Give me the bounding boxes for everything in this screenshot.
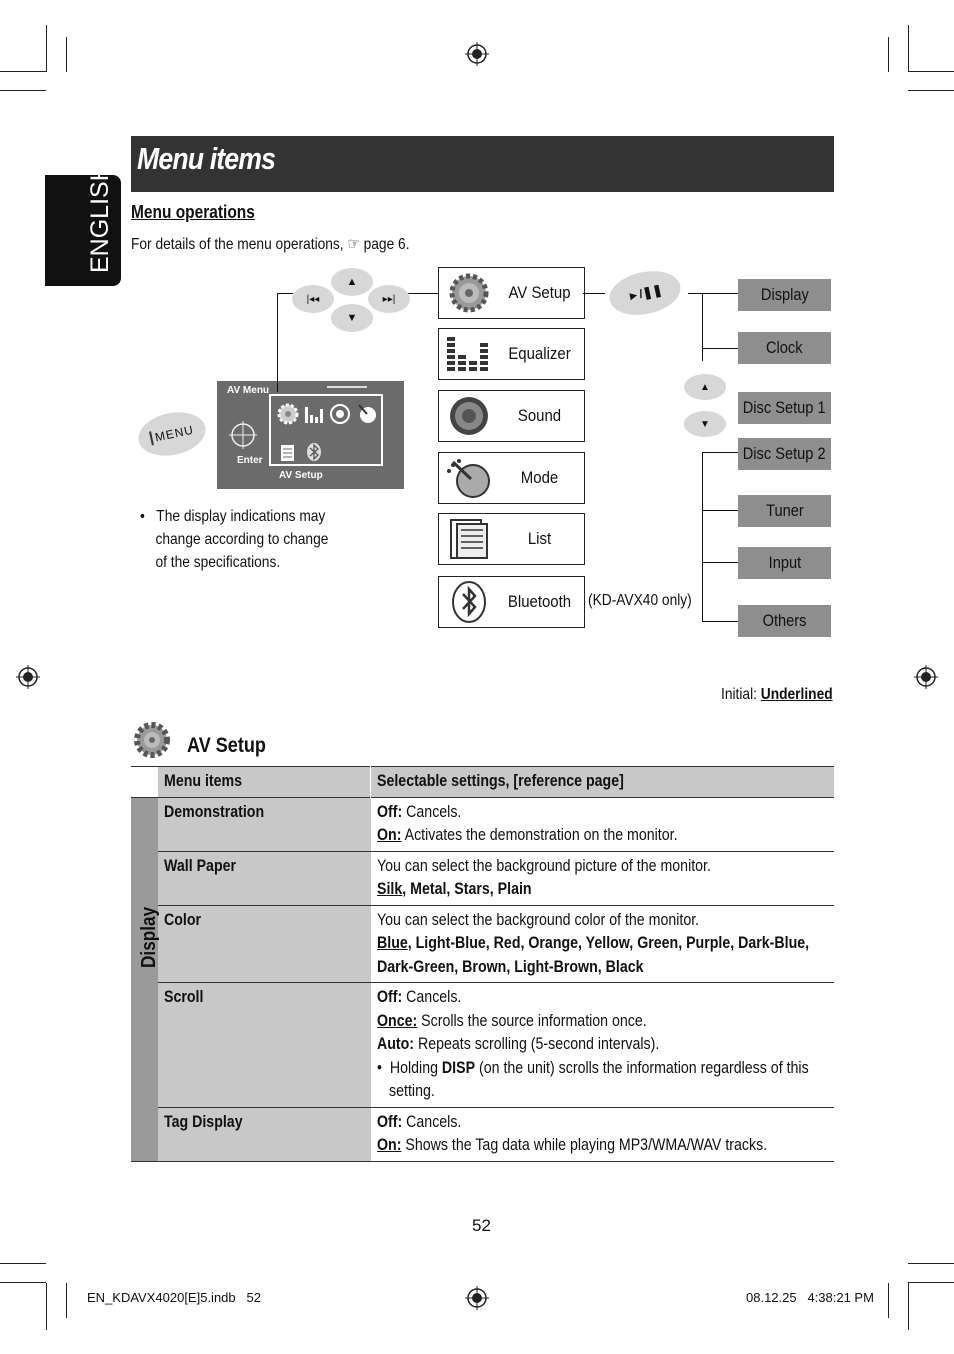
note-text: The display indications may [156, 508, 326, 525]
screen-enter: Enter [237, 455, 263, 466]
menu-item-cell [158, 851, 371, 905]
equalizer-icon [443, 333, 495, 375]
submenu-label: Others [762, 611, 807, 630]
settings-cell [371, 851, 835, 905]
submenu-tuner[interactable] [738, 495, 831, 527]
menu-item-name: Color [164, 910, 202, 929]
prev-track-button[interactable]: |◂◂ [292, 285, 334, 313]
table-row [131, 983, 834, 1108]
note-text: of the specifications. [155, 554, 281, 571]
play-pause-label: ►/❚❚ [626, 282, 664, 304]
side-label: Display [138, 906, 160, 968]
setting-bullet-cont [377, 1080, 827, 1104]
setting-key: Off: [376, 802, 402, 821]
section-heading: Menu operations [131, 202, 255, 222]
speaker-icon [329, 403, 351, 425]
av-setup-heading: AV Setup [187, 734, 266, 757]
mode-icon [355, 401, 379, 425]
submenu-label: Clock [766, 338, 803, 357]
setting-line [377, 801, 827, 825]
menu-item-name: Wall Paper [164, 856, 237, 875]
crop-mark [908, 1283, 909, 1330]
setting-key: On: [376, 1136, 401, 1154]
submenu-disc-setup-1[interactable] [738, 392, 831, 424]
setting-value: Shows the Tag data while playing MP3/WMA/WAV tracks. [400, 1136, 767, 1154]
note-line: • The display indications may [140, 508, 326, 525]
setting-key: Off: [376, 1112, 402, 1131]
setting-value: Cancels. [401, 802, 461, 821]
initial-note [721, 686, 833, 704]
screen-caption: AV Setup [279, 470, 323, 481]
footer-date: 08.12.25 4:38:21 PM [746, 1290, 874, 1305]
setting-line [377, 1134, 827, 1158]
connector-line [702, 562, 738, 563]
menu-item-av-setup[interactable] [438, 267, 585, 319]
page-title: Menu items [137, 141, 276, 176]
settings-cell [371, 983, 835, 1108]
note-text: change according to change [155, 531, 329, 548]
details-text: For details of the menu operations, ☞ page 6. [131, 236, 410, 253]
registration-mark [465, 42, 489, 66]
setting-options: , Light-Blue, Red, Orange, Yellow, Green, Purple, Dark-Blue, [407, 934, 809, 952]
column-header-text: Selectable settings, [reference page] [377, 772, 624, 790]
initial-label: Initial: [721, 686, 757, 703]
setting-key: Auto: [376, 1035, 414, 1053]
menu-item-cell [158, 797, 371, 851]
connector-line [702, 510, 738, 511]
menu-item-label: Mode [520, 468, 559, 487]
gear-icon [275, 401, 301, 427]
setting-line [377, 986, 827, 1010]
connector-line [702, 348, 738, 349]
crop-mark [0, 71, 46, 72]
bluetooth-icon [443, 581, 495, 623]
bullet-text: (on the unit) scrolls the information regardless of this [474, 1058, 809, 1077]
submenu-clock[interactable] [738, 332, 831, 364]
table-row [131, 1107, 834, 1161]
crop-mark [908, 25, 909, 72]
av-menu-screen [217, 381, 404, 489]
setting-key: On: [376, 826, 401, 844]
initial-value: Underlined [760, 686, 833, 703]
connector-line [277, 293, 278, 392]
page-number: 52 [472, 1216, 491, 1235]
language-tab-label: ENGLISH [86, 163, 114, 273]
crop-mark [46, 1283, 47, 1330]
submenu-others[interactable] [738, 605, 831, 637]
setting-value: Repeats scrolling (5-second intervals). [413, 1035, 659, 1053]
setting-value: Cancels. [401, 988, 461, 1006]
registration-mark [914, 665, 938, 689]
setting-line [377, 1033, 827, 1057]
menu-item-mode[interactable] [438, 452, 585, 504]
column-header [371, 767, 835, 798]
menu-item-cell [158, 905, 371, 983]
menu-item-name: Tag Display [164, 1112, 243, 1131]
bluetooth-note: (KD-AVX40 only) [588, 592, 692, 609]
note-line [140, 554, 328, 572]
table-row [131, 905, 834, 983]
connector-line [702, 621, 738, 622]
connector-line [583, 293, 605, 294]
crop-mark [66, 1283, 67, 1318]
note-line [140, 531, 328, 549]
setting-value: Cancels. [401, 1112, 461, 1131]
crop-mark [0, 1282, 46, 1283]
connector-line [702, 452, 703, 622]
connector-line [408, 293, 438, 294]
menu-item-label: AV Setup [508, 283, 571, 302]
bullet-text-bold: DISP [441, 1058, 475, 1077]
table-row [131, 797, 834, 851]
crop-mark [46, 25, 47, 72]
menu-button[interactable] [134, 406, 209, 461]
submenu-input[interactable] [738, 547, 831, 579]
setting-options: Dark-Green, Brown, Light-Brown, Black [376, 957, 643, 976]
menu-button-label: MENU [149, 423, 195, 446]
av-setup-table [131, 766, 834, 1162]
setting-line [377, 932, 827, 956]
connector-line [702, 452, 738, 453]
settings-cell [371, 797, 835, 851]
menu-item-list[interactable] [438, 513, 585, 565]
crop-mark [0, 90, 46, 91]
connector-line [277, 293, 293, 294]
menu-item-cell [158, 983, 371, 1108]
next-track-button[interactable]: ▸▸| [368, 285, 410, 313]
setting-key: Once: [376, 1011, 417, 1030]
bullet-text: Holding [389, 1058, 442, 1077]
submenu-display[interactable] [738, 279, 831, 311]
menu-item-label: Sound [517, 406, 562, 425]
setting-options: , Metal, Stars, Plain [401, 880, 532, 898]
menu-item-sound[interactable] [438, 390, 585, 442]
side-label-cell [131, 797, 158, 1161]
speaker-icon [443, 395, 495, 437]
menu-item-equalizer[interactable] [438, 328, 585, 380]
setting-line [377, 1111, 827, 1135]
screen-header: AV Menu [227, 385, 270, 396]
setting-line: You can select the background color of the monitor. [376, 910, 699, 929]
menu-item-label: List [527, 529, 552, 548]
setting-key: Off: [376, 988, 402, 1006]
setting-bullet: • Holding DISP (on the unit) scrolls the information regardless of this [376, 1058, 809, 1077]
list-icon [279, 443, 297, 463]
setting-line [377, 824, 827, 848]
bluetooth-icon [305, 442, 323, 462]
mode-icon [443, 457, 495, 499]
gear-icon [443, 272, 495, 314]
menu-item-label: Bluetooth [507, 592, 572, 611]
display-note [140, 508, 359, 572]
registration-mark [465, 1286, 489, 1310]
menu-item-cell [158, 1107, 371, 1161]
up-button[interactable]: ▲ [331, 268, 373, 296]
setting-line [377, 956, 827, 980]
crop-mark [908, 1263, 954, 1264]
submenu-label: Input [768, 553, 801, 572]
setting-line: You can select the background picture of the monitor. [376, 856, 711, 875]
crop-mark [908, 90, 954, 91]
menu-item-bluetooth[interactable] [438, 576, 585, 628]
crop-mark [66, 37, 67, 72]
screen-topbar [327, 386, 367, 388]
setting-default: Blue [376, 934, 408, 952]
column-header [158, 767, 371, 798]
crop-mark [0, 1263, 46, 1264]
submenu-label: Disc Setup 1 [743, 398, 826, 417]
connector-line [688, 293, 738, 294]
up-button[interactable]: ▲ [684, 374, 726, 400]
table-header-row [131, 767, 834, 798]
down-button[interactable]: ▼ [684, 411, 726, 437]
setting-default: Silk [376, 880, 402, 898]
registration-mark [16, 665, 40, 689]
setting-line [377, 878, 827, 902]
setting-value: Activates the demonstration on the monitor. [400, 826, 678, 844]
crop-mark [908, 71, 954, 72]
menu-item-label: Equalizer [508, 344, 571, 363]
setting-value: Scrolls the source information once. [416, 1011, 647, 1030]
connector-line [702, 293, 703, 361]
play-pause-button[interactable] [605, 265, 684, 321]
menu-item-name: Scroll [164, 988, 204, 1006]
equalizer-icon [303, 403, 325, 425]
submenu-label: Display [760, 285, 809, 304]
list-icon [443, 518, 495, 560]
crop-mark [908, 1282, 954, 1283]
footer-file: EN_KDAVX4020[E]5.indb 52 [87, 1290, 261, 1305]
setting-line [377, 1010, 827, 1034]
settings-cell [371, 1107, 835, 1161]
settings-cell [371, 905, 835, 983]
submenu-label: Tuner [765, 501, 804, 520]
bullet-text: setting. [388, 1082, 435, 1100]
down-button[interactable]: ▼ [331, 304, 373, 332]
table-row [131, 851, 834, 905]
crop-mark [888, 1283, 889, 1318]
crosshair-icon [227, 419, 259, 451]
column-header-text: Menu items [164, 772, 243, 790]
blank-cell [131, 767, 158, 798]
gear-icon [130, 718, 174, 762]
menu-item-name: Demonstration [164, 802, 265, 821]
crop-mark [888, 37, 889, 72]
submenu-label: Disc Setup 2 [743, 444, 826, 463]
submenu-disc-setup-2[interactable] [738, 438, 831, 470]
